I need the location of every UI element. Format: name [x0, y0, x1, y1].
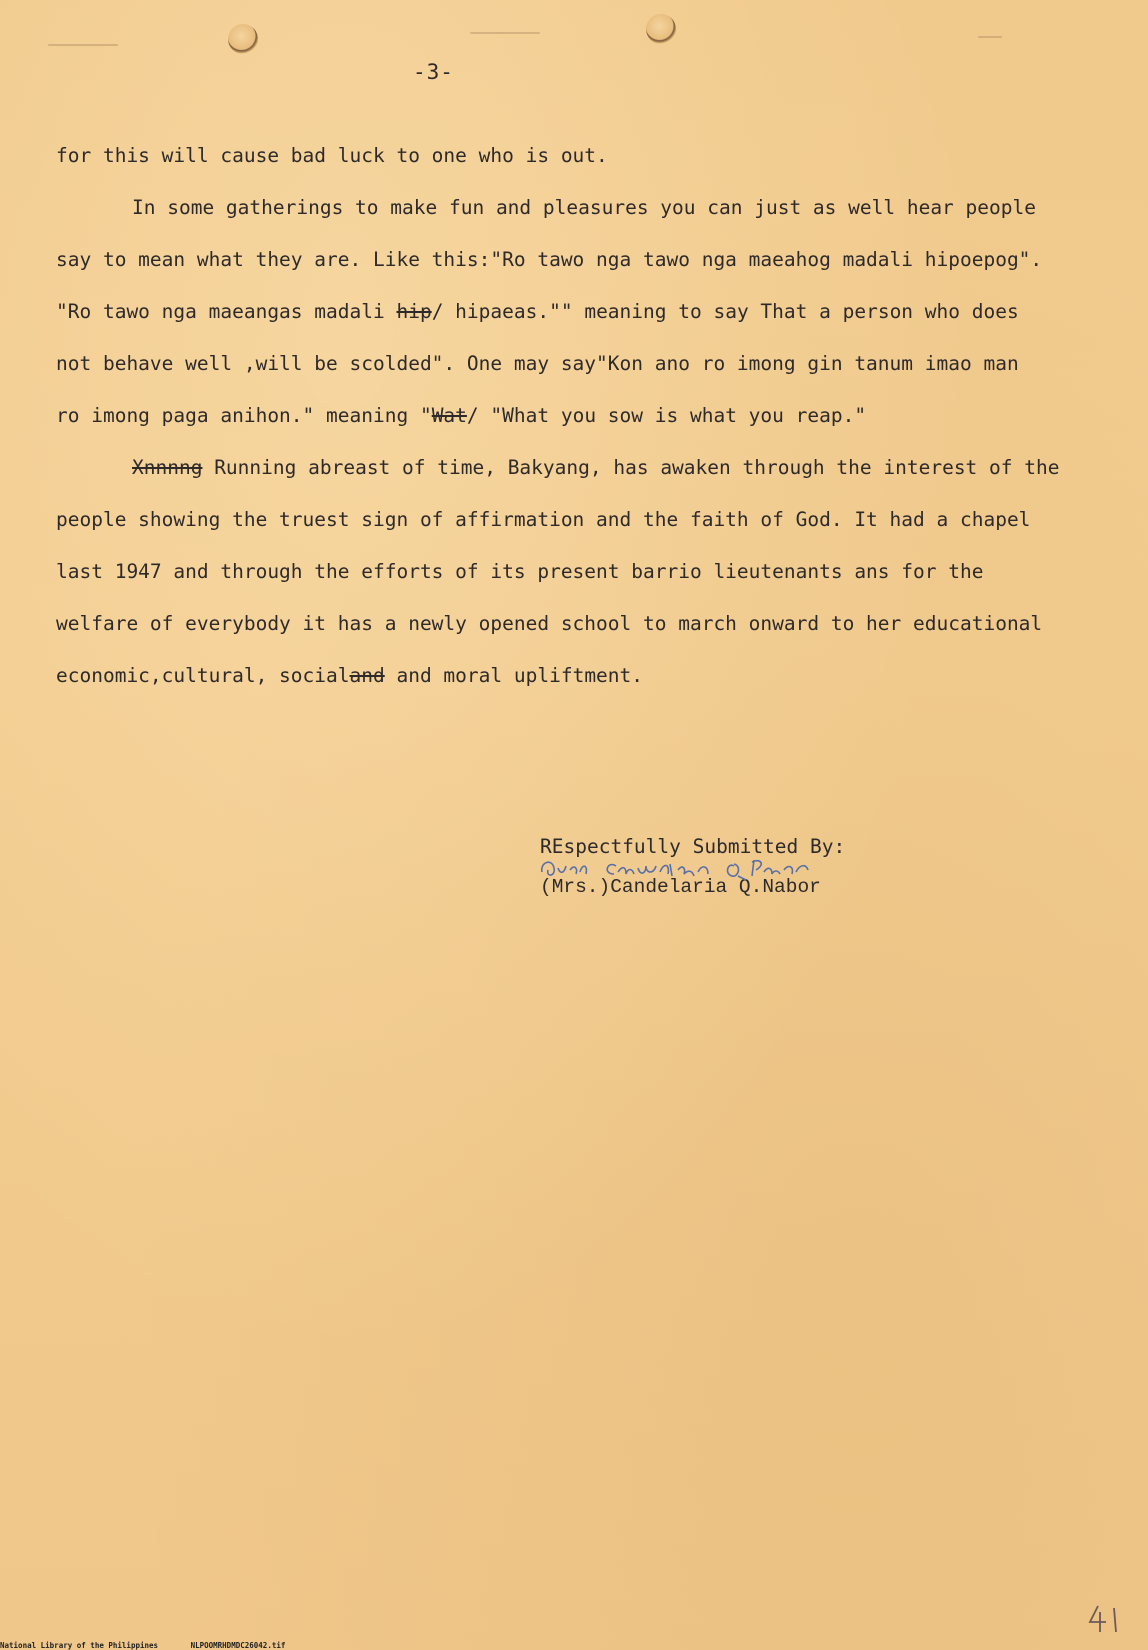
text-segment: welfare of everybody it has a newly opened school to march onward to her educational — [56, 612, 1043, 635]
text-segment: / hipaeas."" meaning to say That a person who does — [431, 300, 1019, 323]
footer-file-id: NLPOOMRHDMDC26042.tif — [190, 1641, 286, 1650]
struck-out-text: Xnnnng — [132, 456, 203, 479]
text-segment: ro imong paga anihon." meaning " — [56, 404, 432, 427]
text-line — [56, 598, 1136, 650]
top-mark — [978, 36, 1002, 38]
text-segment: people showing the truest sign of affirmation and the faith of God. It had a chapel — [56, 508, 1031, 531]
text-segment: and moral upliftment. — [384, 664, 644, 687]
submitted-by-label: REspectfully Submitted By: — [540, 835, 846, 858]
text-segment: In some gatherings to make fun and pleasures you can just as well hear people — [132, 196, 1036, 219]
text-line — [56, 650, 1136, 702]
text-segment: for this will cause bad luck to one who is out. — [56, 144, 608, 167]
footer-label — [0, 1641, 285, 1650]
text-segment: say to mean what they are. Like this:"Ro tawo nga tawo nga maeahog madali hipoepog". — [56, 248, 1043, 271]
signature-block — [540, 834, 845, 900]
typed-name: (Mrs.)Candelaria Q.Nabor — [540, 876, 821, 898]
text-line — [56, 494, 1136, 546]
punch-hole-left — [228, 24, 258, 54]
handwritten-signature — [540, 860, 845, 882]
page-number: -3- — [413, 60, 454, 84]
text-segment: economic,cultural, social — [56, 664, 350, 687]
struck-out-text: and — [349, 664, 385, 687]
text-line — [56, 130, 1136, 182]
signature-scribble — [538, 854, 858, 884]
handwritten-41 — [1086, 1604, 1126, 1636]
struck-out-text: Wat — [431, 404, 467, 427]
footer-institution: National Library of the Philippines — [0, 1641, 159, 1650]
text-line — [56, 182, 1136, 234]
top-mark — [470, 32, 540, 34]
text-line — [56, 286, 1136, 338]
text-segment: / "What you sow is what you reap." — [466, 404, 867, 427]
top-mark — [48, 44, 118, 46]
handwritten-page-number — [1086, 1604, 1126, 1640]
punch-hole-right — [646, 14, 676, 44]
text-line — [56, 234, 1136, 286]
text-segment: Running abreast of time, Bakyang, has awaken through the interest of the — [202, 456, 1060, 479]
body-text — [56, 130, 1136, 702]
text-segment: "Ro tawo nga maeangas madali — [56, 300, 397, 323]
text-line — [56, 338, 1136, 390]
text-line — [56, 390, 1136, 442]
struck-out-text: hip — [396, 300, 432, 323]
text-line — [56, 546, 1136, 598]
text-segment: not behave well ,will be scolded". One may say"Kon ano ro imong gin tanum imao man — [56, 352, 1019, 375]
text-segment: last 1947 and through the efforts of its present barrio lieutenants ans for the — [56, 560, 984, 583]
text-line — [56, 442, 1136, 494]
